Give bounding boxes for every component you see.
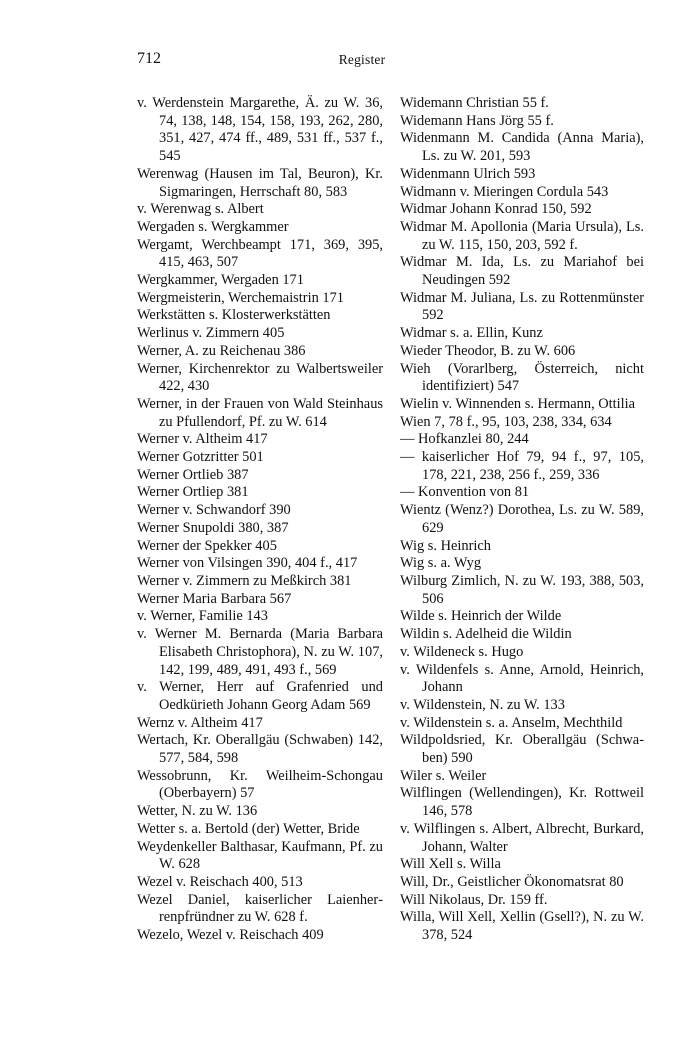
index-entry: Wig s. Heinrich	[400, 537, 491, 554]
index-entry: v. Werdenstein Margarethe, Ä. zu W. 36, 74, 138, 148, 154, 158, 193, 262, 280, 351, 427, 474 ff., 489, 531 ff., 537 f., 545	[137, 95, 383, 165]
index-entry: Will Nikolaus, Dr. 159 ff.	[400, 891, 548, 908]
index-entry: Werner Snupoldi 380, 387	[137, 519, 289, 536]
index-entry: Widmar s. a. Ellin, Kunz	[400, 325, 543, 342]
index-entry: Wilflingen (Wellendingen), Kr. Rottweil 146, 578	[400, 785, 644, 820]
index-entry: — Konvention von 81	[400, 484, 530, 501]
index-entry: Wetter s. a. Bertold (der) Wetter, Bride	[137, 820, 360, 837]
index-entry: Wilburg Zimlich, N. zu W. 193, 388, 503, 506	[400, 572, 644, 607]
index-entry: Wergaden s. Wergkammer	[137, 218, 289, 235]
index-entry: v. Wildenfels s. Anne, Arnold, Heinrich, Johann	[400, 661, 644, 696]
index-entry: Werner Maria Barbara 567	[137, 590, 292, 607]
index-entry: Will, Dr., Geistlicher Ökonomatsrat 80	[400, 873, 624, 890]
index-entry: Wetter, N. zu W. 136	[137, 803, 258, 820]
index-entry: Widenmann M. Candida (Anna Maria), Ls. zu W. 201, 593	[400, 130, 644, 165]
index-entry: Werenwag (Hausen im Tal, Beuron), Kr. Sigmaringen, Herrschaft 80, 583	[137, 165, 383, 200]
page-header	[137, 50, 587, 74]
index-entry: Weydenkeller Balthasar, Kaufmann, Pf. zu W. 628	[137, 838, 383, 873]
index-column-right	[400, 95, 644, 945]
index-entry: — Hofkanzlei 80, 244	[400, 431, 529, 448]
index-entry: Wieder Theodor, B. zu W. 606	[400, 342, 576, 359]
index-entry: Wieh (Vorarlberg, Österreich, nicht identifiziert) 547	[400, 360, 644, 395]
index-entry: Wessobrunn, Kr. Weilheim-Schongau (Oberbayern) 57	[137, 767, 383, 802]
index-entry: Wielin v. Winnenden s. Hermann, Ottilia	[400, 395, 636, 412]
index-entry: v. Wildenstein s. a. Anselm, Mechthild	[400, 714, 623, 731]
index-entry: Werner von Vilsingen 390, 404 f., 417	[137, 555, 358, 572]
index-entry: Wertach, Kr. Oberallgäu (Schwaben) 142, 577, 584, 598	[137, 732, 383, 767]
index-entry: Wig s. a. Wyg	[400, 555, 482, 572]
index-entry: Wientz (Wenz?) Dorothea, Ls. zu W. 589, 629	[400, 502, 644, 536]
index-entry: v. Werner, Familie 143	[137, 608, 268, 625]
index-entry: Widmann v. Mieringen Cordula 543	[400, 183, 609, 200]
index-entry: v. Werner M. Bernarda (Maria Barbara Elisabeth Christophora), N. zu W. 107, 142, 199, 489, 491, 493 f., 569	[137, 626, 383, 678]
index-entry: v. Wildenstein, N. zu W. 133	[400, 696, 565, 713]
page-number: 712	[137, 50, 161, 67]
index-entry: Werner, A. zu Reichenau 386	[137, 342, 306, 359]
index-entry: Wezel v. Reischach 400, 513	[137, 873, 303, 890]
index-entry: Widemann Hans Jörg 55 f.	[400, 112, 554, 129]
index-entry: Wergkammer, Wergaden 171	[137, 272, 304, 289]
index-entry: Wiler s. Weiler	[400, 767, 487, 784]
index-entry: Wernz v. Altheim 417	[137, 714, 263, 731]
index-entry: Widemann Christian 55 f.	[400, 95, 549, 111]
index-entry: Werlinus v. Zimmern 405	[137, 325, 285, 342]
index-entry: Wezel Daniel, kaiserlicher Laienherrenpfründner zu W. 628 f.	[137, 891, 383, 926]
index-entry: Widmar M. Apollonia (Maria Ursula), Ls. zu W. 115, 150, 203, 592 f.	[400, 218, 644, 253]
index-column-left	[137, 95, 383, 945]
index-entry: Werner Ortliep 381	[137, 484, 249, 501]
index-entry: v. Werner, Herr auf Grafenried und Oedkürieth Johann Georg Adam 569	[137, 679, 383, 713]
index-entry: Wergmeisterin, Werchemaistrin 171	[137, 289, 344, 306]
index-entry: Willa, Will Xell, Xellin (Gsell?), N. zu W. 378, 524	[400, 909, 644, 944]
index-entry: Werner Gotzritter 501	[137, 449, 264, 466]
index-entry: v. Werenwag s. Albert	[137, 201, 264, 218]
index-entry: — kaiserlicher Hof 79, 94 f., 97, 105, 178, 221, 238, 256 f., 259, 336	[400, 449, 644, 483]
index-entry: Will Xell s. Willa	[400, 856, 501, 873]
index-entry: Widenmann Ulrich 593	[400, 165, 536, 182]
index-entry: Werner der Spekker 405	[137, 537, 277, 554]
running-title: Register	[338, 52, 386, 67]
index-entry: Werner, Kirchenrektor zu Walbertsweiler 422, 430	[137, 360, 383, 395]
index-entry: v. Wildeneck s. Hugo	[400, 643, 524, 660]
index-entry: Wezelo, Wezel v. Reischach 409	[137, 927, 324, 944]
index-entry: Wildin s. Adelheid die Wildin	[400, 626, 572, 643]
index-entry: Werner v. Schwandorf 390	[137, 502, 291, 519]
index-entry: Werner v. Altheim 417	[137, 431, 268, 448]
index-entry: Werner v. Zimmern zu Meßkirch 381	[137, 572, 352, 589]
index-entry: Wilde s. Heinrich der Wilde	[400, 608, 562, 625]
index-entry: Widmar M. Ida, Ls. zu Mariahof bei Neudingen 592	[400, 254, 644, 289]
index-entry: v. Wilflingen s. Albert, Albrecht, Burkard, Johann, Walter	[400, 820, 644, 855]
index-entry: Werner, in der Frauen von Wald Steinhaus zu Pfullendorf, Pf. zu W. 614	[137, 395, 383, 430]
index-entry: Wergamt, Werchbeampt 171, 369, 395, 415, 463, 507	[137, 236, 383, 271]
index-entry: Werkstätten s. Klosterwerkstätten	[137, 307, 331, 324]
index-entry: Werner Ortlieb 387	[137, 466, 249, 483]
index-entry: Wien 7, 78 f., 95, 103, 238, 334, 634	[400, 413, 612, 430]
index-entry: Wildpoldsried, Kr. Oberallgäu (Schwaben) 590	[400, 732, 644, 767]
index-entry: Widmar Johann Konrad 150, 592	[400, 201, 592, 218]
index-entry: Widmar M. Juliana, Ls. zu Rottenmünster 592	[400, 289, 644, 324]
